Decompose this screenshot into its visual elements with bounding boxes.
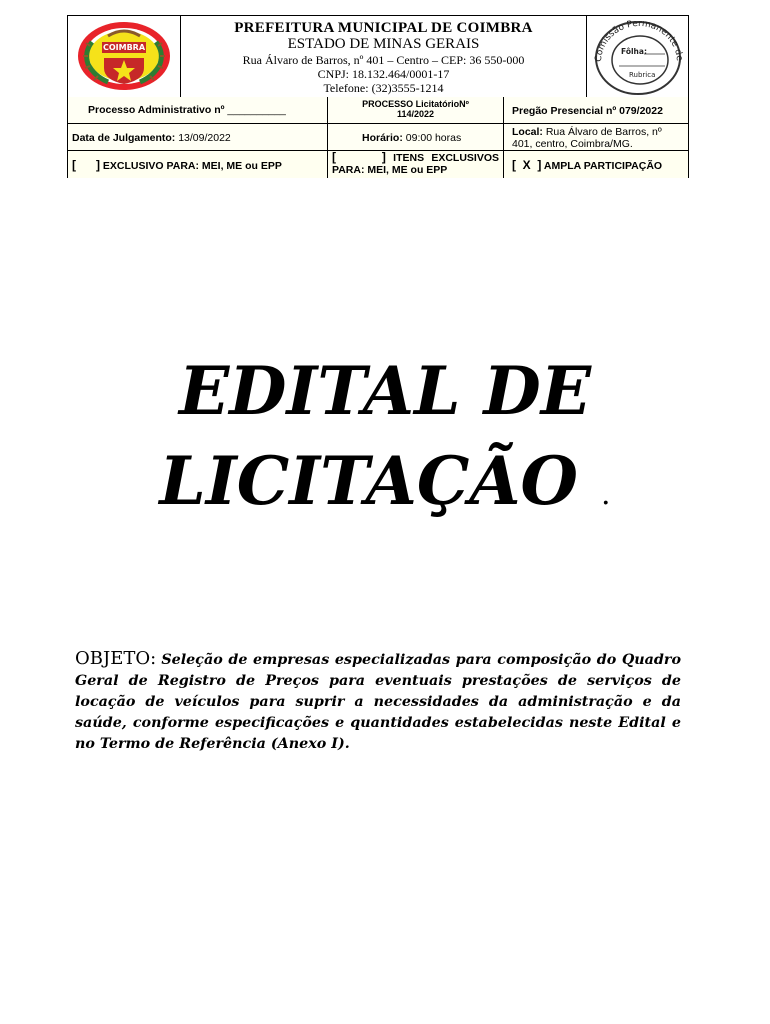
phone: Telefone: (32)3555-1214 <box>323 81 444 95</box>
processo-adm-blank: __________ <box>227 104 286 116</box>
stamp-folha: Fôlha: <box>621 47 647 56</box>
objeto-label: OBJETO: <box>75 648 157 669</box>
stamp-rubrica: Rubrica <box>629 71 656 79</box>
commission-stamp <box>587 16 689 97</box>
address: Rua Álvaro de Barros, nº 401 – Centro – CEP: 36 550-000 <box>242 53 525 67</box>
edital-title-line2-wrap <box>0 442 770 520</box>
cell-itens-exclusivos <box>328 151 504 178</box>
commission-stamp-cell <box>586 16 688 97</box>
edital-title-line1: EDITAL DE <box>178 352 592 430</box>
julgamento-value: 13/09/2022 <box>178 132 231 144</box>
local-value: Rua Álvaro de Barros, nº 401, centro, Coimbra/MG. <box>512 126 662 150</box>
state-name: ESTADO DE MINAS GERAIS <box>287 36 480 52</box>
table-row-processo <box>68 97 688 124</box>
processo-lic-number: 114/2022 <box>396 109 435 119</box>
cell-processo-adm <box>68 97 328 123</box>
municipality-title: PREFEITURA MUNICIPAL DE COIMBRA <box>234 20 533 36</box>
cell-ampla <box>504 151 688 178</box>
cell-horario <box>328 124 504 150</box>
itens-label: ITENS EXCLUSIVOS PARA: MEI, ME ou EPP <box>332 152 499 176</box>
objeto-text: Seleção de empresas especializadas para composição do Quadro Geral de Registro de Preços para eventuais prestações de serviços de locação de veículos para suprir a necessidades da administração e da saúde, conforme especificações e quantidades estabelecidas neste Edital e no Termo de Referência (Anexo I). <box>75 652 681 752</box>
logo-text: COIMBRA <box>102 43 146 52</box>
objeto-paragraph <box>75 648 681 755</box>
edital-title-line2: LICITAÇÃO <box>159 442 579 520</box>
table-row-julgamento <box>68 124 688 151</box>
cell-processo-lic <box>328 97 504 123</box>
horario-label: Horário: <box>362 132 403 144</box>
exclusivo-checkbox: [ ] <box>72 158 100 172</box>
processo-adm-label: Processo Administrativo nº <box>88 104 225 116</box>
horario-value: 09:00 horas <box>405 132 462 144</box>
cell-pregao <box>504 97 688 123</box>
exclusivo-label: EXCLUSIVO PARA: MEI, ME ou EPP <box>102 160 282 172</box>
cnpj: CNPJ: 18.132.464/0001-17 <box>317 67 450 81</box>
document-header <box>67 15 689 178</box>
stamp-arc-text: Comissão Permanente de <box>593 18 685 63</box>
municipality-info <box>181 16 586 97</box>
ampla-checkbox: [ X ] <box>512 158 542 172</box>
cell-exclusivo <box>68 151 328 178</box>
cell-julgamento <box>68 124 328 150</box>
processo-lic-label: PROCESSO LicitatórioNº <box>362 99 469 109</box>
table-row-participacao <box>68 151 688 178</box>
header-top-row <box>68 16 688 98</box>
local-label: Local: <box>512 126 543 138</box>
ampla-label: AMPLA PARTICIPAÇÃO <box>543 160 663 172</box>
pregao-number: Pregão Presencial nº 079/2022 <box>512 105 663 117</box>
julgamento-label: Data de Julgamento: <box>72 132 176 144</box>
itens-checkbox: [ ] <box>332 150 386 164</box>
logo-cell <box>68 16 181 97</box>
edital-title-dot: . <box>601 477 611 512</box>
cell-local <box>504 124 688 150</box>
coimbra-coat-of-arms-logo <box>68 16 181 97</box>
